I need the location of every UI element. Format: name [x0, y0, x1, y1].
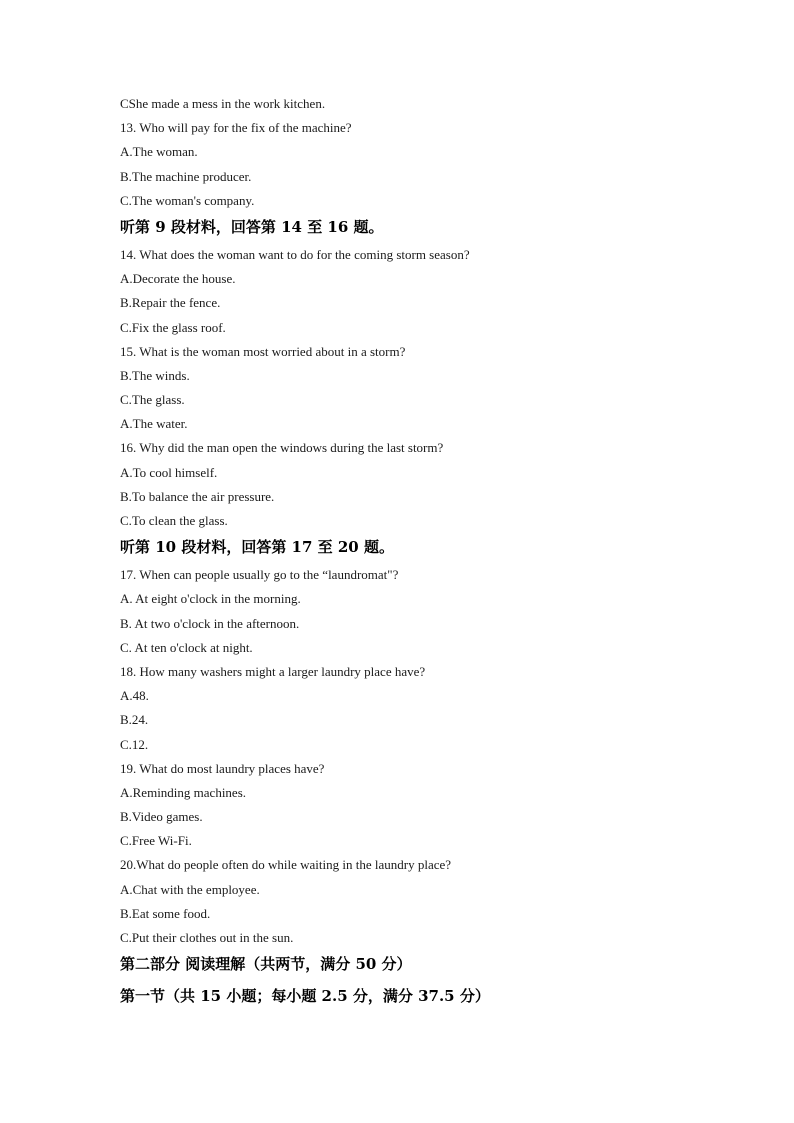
part-heading: 第二部分 阅读理解（共两节，满分 50 分） — [120, 955, 412, 974]
section-heading: 听第 9 段材料，回答第 14 至 16 题。 — [120, 217, 384, 236]
option-line: A.The woman. — [120, 144, 198, 160]
question-line: 17. When can people usually go to the “laundromat"? — [120, 567, 399, 583]
question-line: 20.What do people often do while waiting in the laundry place? — [120, 857, 452, 873]
question-line: 18. How many washers might a larger laundry place have? — [120, 663, 426, 679]
option-line: A.48. — [120, 688, 149, 704]
option-line: C.12. — [120, 736, 149, 752]
option-line: C.Free Wi-Fi. — [120, 833, 192, 849]
option-line: C.The glass. — [120, 392, 185, 408]
option-line: CShe made a mess in the work kitchen. — [120, 96, 326, 111]
option-line: B.Repair the fence. — [120, 295, 221, 311]
option-line: B.The machine producer. — [120, 168, 252, 184]
question-line: 15. What is the woman most worried about in a storm? — [120, 343, 406, 359]
option-line: B.24. — [120, 712, 149, 728]
section-heading: 听第 10 段材料，回答第 17 至 20 题。 — [120, 538, 394, 557]
option-line: C.Fix the glass roof. — [120, 319, 226, 335]
document-page — [120, 94, 740, 1016]
option-line: A. At eight o'clock in the morning. — [120, 591, 301, 607]
option-line: B. At two o'clock in the afternoon. — [120, 615, 300, 631]
question-line: 13. Who will pay for the fix of the machine? — [120, 120, 352, 136]
option-line: C.Put their clothes out in the sun. — [120, 930, 294, 945]
question-line: 14. What does the woman want to do for the coming storm season? — [120, 246, 470, 262]
option-line: B.Video games. — [120, 809, 203, 825]
option-line: A.To cool himself. — [120, 464, 218, 480]
option-line: B.Eat some food. — [120, 905, 211, 921]
option-line: C.To clean the glass. — [120, 513, 228, 528]
option-line: C.The woman's company. — [120, 192, 255, 208]
option-line: A.The water. — [120, 416, 188, 432]
option-line: B.To balance the air pressure. — [120, 488, 275, 504]
question-line: 19. What do most laundry places have? — [120, 760, 325, 776]
option-line: A.Decorate the house. — [120, 271, 236, 287]
option-line: A.Reminding machines. — [120, 784, 247, 800]
question-line: 16. Why did the man open the windows during the last storm? — [120, 440, 444, 456]
option-line: C. At ten o'clock at night. — [120, 639, 253, 655]
option-line: B.The winds. — [120, 367, 190, 383]
subsection-heading: 第一节（共 15 小题；每小题 2.5 分，满分 37.5 分） — [120, 987, 490, 1006]
option-line: A.Chat with the employee. — [120, 881, 260, 897]
